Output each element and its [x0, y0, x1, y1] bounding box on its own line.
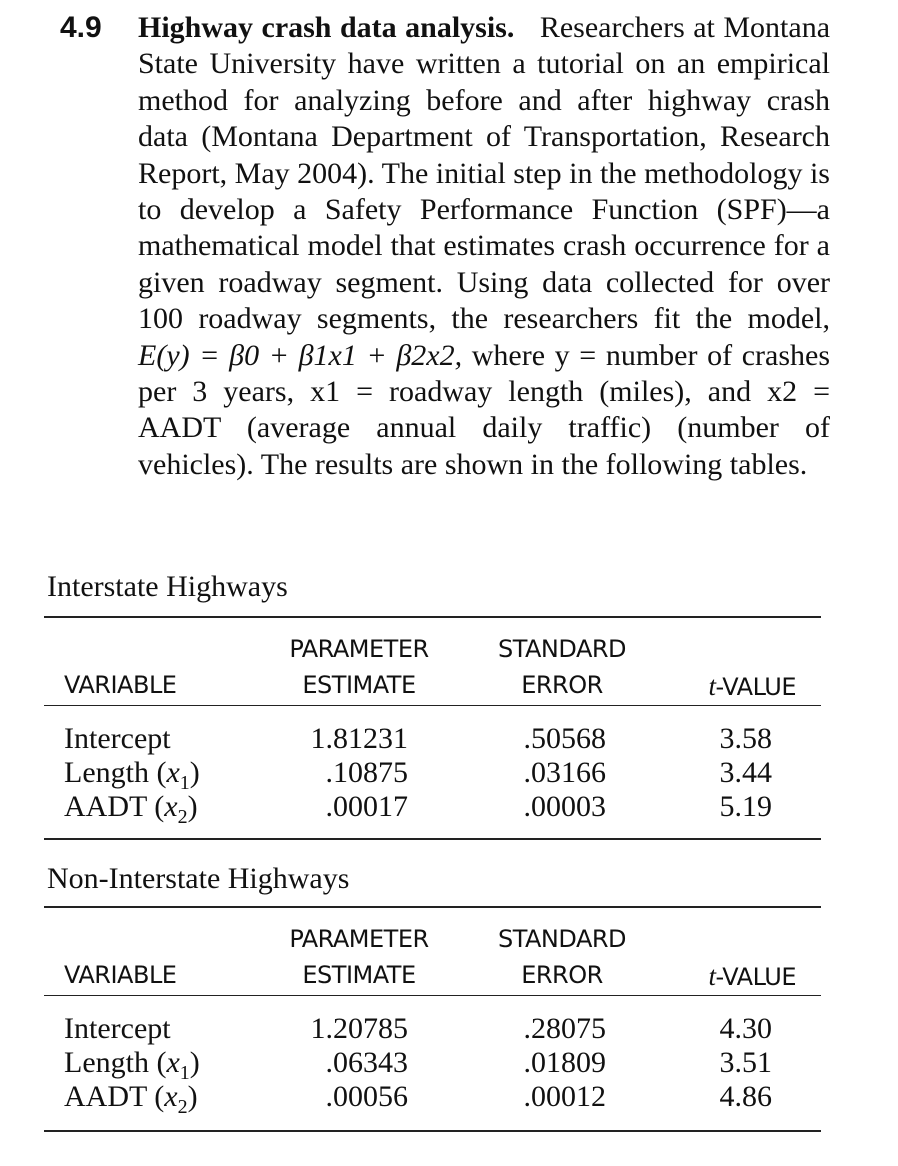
header-error: ERROR: [521, 671, 603, 699]
header-standard: STANDARD: [497, 635, 627, 663]
header-standard: STANDARD: [497, 925, 627, 953]
table-row: [0, 1011, 898, 1046]
cell-variable: Intercept: [64, 722, 171, 755]
cell-variable: Length $(x_1)$: [64, 756, 200, 794]
cell-t-value: 3.44: [719, 756, 772, 789]
cell-std-error: .01809: [523, 1046, 606, 1079]
header-variable: VARIABLE: [64, 671, 177, 699]
cell-t-value: 4.30: [719, 1012, 772, 1045]
table-row: [0, 1079, 898, 1118]
cell-estimate: 1.81231: [310, 722, 408, 755]
t-value-label: -VALUE: [715, 673, 796, 701]
cell-std-error: .00012: [523, 1080, 606, 1113]
table-title-interstate: Interstate Highways: [47, 570, 288, 603]
cell-estimate: .10875: [325, 756, 408, 789]
header-rule: [44, 995, 821, 996]
header-error: ERROR: [521, 961, 603, 989]
t-value-label: -VALUE: [715, 963, 796, 991]
cell-variable: Intercept: [64, 1012, 171, 1045]
cell-std-error: .50568: [523, 722, 606, 755]
table-top-rule: [44, 906, 821, 908]
table-row: [0, 1045, 898, 1084]
cell-t-value: 4.86: [719, 1080, 772, 1113]
table-row: [0, 755, 898, 794]
cell-std-error: .03166: [523, 756, 606, 789]
t-symbol: t: [708, 671, 716, 701]
header-estimate: ESTIMATE: [302, 961, 416, 989]
table-title-non-interstate: Non-Interstate Highways: [47, 862, 350, 895]
problem-body: [138, 10, 830, 483]
cell-variable: Length $(x_1)$: [64, 1046, 200, 1084]
table-row: [0, 721, 898, 756]
header-t-value: [709, 961, 796, 992]
header-variable: VARIABLE: [64, 961, 177, 989]
model-equation: E(y) = β0 + β1x1 + β2x2,: [138, 338, 463, 372]
problem-text-1: Researchers at Montana State University have written a tutorial on an empirical method for analyzing before and after highway crash data (Montana Department of Transportation, Research Report, May 2004). The initial step in the methodology is to develop a Safety Performance Function (SPF)—a mathematical model that estimates crash occurrence for a given roadway segment. Using data collected for over 100 roadway segments, the researchers fit the model,: [138, 11, 831, 336]
problem-title: Highway crash data analysis.: [138, 11, 515, 44]
table-row: [0, 789, 898, 828]
table-bottom-rule: [44, 1130, 821, 1132]
cell-std-error: .00003: [523, 790, 606, 823]
header-parameter: PARAMETER: [289, 635, 429, 663]
cell-t-value: 3.51: [719, 1046, 772, 1079]
header-estimate: ESTIMATE: [302, 671, 416, 699]
cell-t-value: 3.58: [719, 722, 772, 755]
table-top-rule: [44, 616, 821, 618]
cell-t-value: 5.19: [719, 790, 772, 823]
cell-estimate: .00056: [325, 1080, 408, 1113]
cell-estimate: .00017: [325, 790, 408, 823]
problem-statement: [60, 10, 830, 483]
cell-std-error: .28075: [523, 1012, 606, 1045]
t-symbol: t: [708, 961, 716, 991]
cell-estimate: .06343: [325, 1046, 408, 1079]
problem-number: 4.9: [60, 11, 102, 44]
cell-variable: AADT $(x_2)$: [64, 1080, 198, 1118]
problem-text-2: where y = number of crashes per 3 years, x1 = roadway length (miles), and x2 = AADT (average annual daily traffic) (number of vehicles). The results are shown in the following tables.: [138, 338, 831, 481]
header-rule: [44, 705, 821, 706]
table-bottom-rule: [44, 838, 821, 840]
header-t-value: [709, 671, 796, 702]
header-parameter: PARAMETER: [289, 925, 429, 953]
cell-variable: AADT $(x_2)$: [64, 790, 198, 828]
cell-estimate: 1.20785: [310, 1012, 408, 1045]
